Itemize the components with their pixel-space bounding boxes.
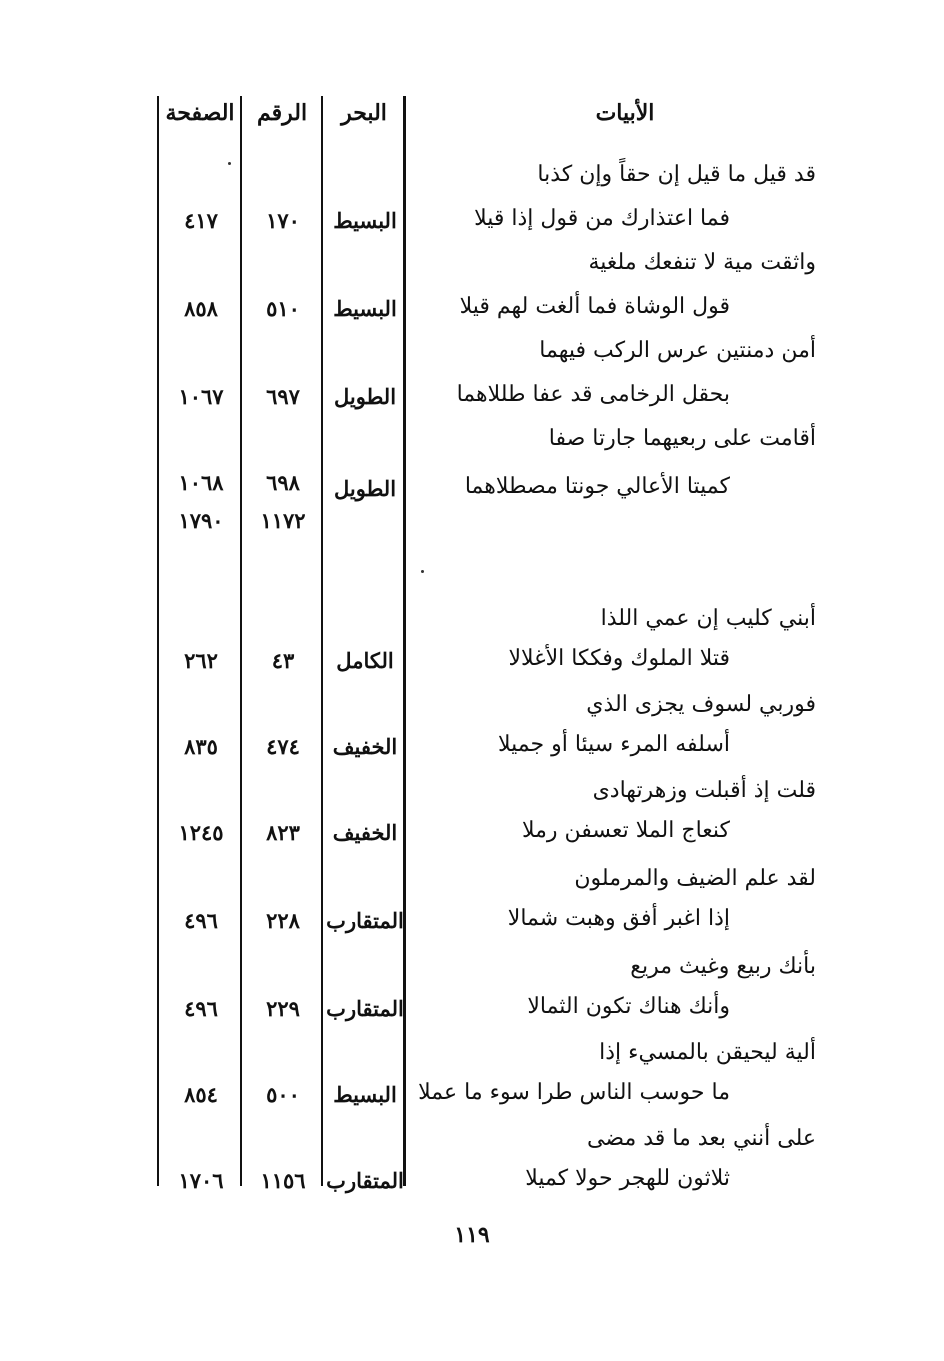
meter-cell: الطويل xyxy=(333,384,397,409)
meter-cell: المتقارب xyxy=(326,996,404,1021)
page-cell-extra: ١٧٩٠ xyxy=(178,508,224,533)
verse-second-hemistich: كميتا الأعالي جونتا مصطلاهما xyxy=(464,474,730,499)
number-cell: ٤٣ xyxy=(271,648,295,673)
verse-first-hemistich: على أنني بعد ما قد مضى xyxy=(587,1126,816,1151)
number-cell: ١١٥٦ xyxy=(260,1168,306,1193)
column-divider-verses xyxy=(403,96,406,1186)
number-cell: ١٧٠ xyxy=(266,208,300,233)
page-cell: ١٠٦٨ xyxy=(178,470,224,495)
page-cell: ٤١٧ xyxy=(184,208,218,233)
verse-second-hemistich: ثلاثون للهجر حولا كميلا xyxy=(525,1166,730,1191)
verse-second-hemistich: قول الوشاة فما ألغت لهم قيلا xyxy=(459,294,730,319)
meter-cell: الكامل xyxy=(336,648,394,673)
verse-first-hemistich: لقد علم الضيف والمرملون xyxy=(574,866,816,891)
number-cell: ٦٩٨ xyxy=(266,470,300,495)
verse-first-hemistich: فوربي لسوف يجزى الذي xyxy=(586,692,816,717)
meter-cell: المتقارب xyxy=(326,908,404,933)
number-cell-extra: ١١٧٢ xyxy=(260,508,306,533)
verse-first-hemistich: قلت إذ أقبلت وزهرتهادى xyxy=(592,778,816,803)
verse-second-hemistich: بحقل الرخامى قد عفا طللاهما xyxy=(456,382,730,407)
number-cell: ٢٢٨ xyxy=(266,908,300,933)
page-cell: ٨٥٤ xyxy=(184,1082,218,1107)
meter-cell: الخفيف xyxy=(332,734,398,759)
header-number: الرقم xyxy=(256,100,308,126)
scan-speck xyxy=(421,570,424,573)
header-meter: البحر xyxy=(341,100,387,126)
column-divider-meter xyxy=(321,96,323,1186)
page-cell: ١٢٤٥ xyxy=(178,820,224,845)
verse-first-hemistich: أقامت على ربعيهما جارتا صفا xyxy=(548,426,816,451)
verse-second-hemistich: وأنك هناك تكون الثمالا xyxy=(527,994,730,1019)
meter-cell: البسيط xyxy=(333,1082,397,1107)
verse-second-hemistich: قتلا الملوك وفككا الأغلالا xyxy=(508,646,730,671)
verse-first-hemistich: أبني كليب إن عمي اللذا xyxy=(600,606,816,631)
number-cell: ٢٢٩ xyxy=(266,996,300,1021)
meter-cell: المتقارب xyxy=(326,1168,404,1193)
verse-second-hemistich: أسلفه المرء سيئا أو جميلا xyxy=(498,732,730,757)
page-cell: ١٠٦٧ xyxy=(178,384,224,409)
meter-cell: الخفيف xyxy=(332,820,398,845)
number-cell: ٦٩٧ xyxy=(266,384,300,409)
page-cell: ٤٩٦ xyxy=(184,908,218,933)
page-cell: ٢٦٢ xyxy=(184,648,218,673)
verse-first-hemistich: ألية ليحيقن بالمسيء إذا xyxy=(599,1040,816,1065)
number-cell: ٨٢٣ xyxy=(266,820,300,845)
page-cell: ١٧٠٦ xyxy=(178,1168,224,1193)
header-page: الصفحة xyxy=(165,100,235,126)
meter-cell: البسيط xyxy=(333,208,397,233)
number-cell: ٥١٠ xyxy=(266,296,300,321)
verse-first-hemistich: قد قيل ما قيل إن حقاً وإن كذبا xyxy=(537,162,816,187)
column-divider-page xyxy=(157,96,159,1186)
meter-cell: الطويل xyxy=(333,476,397,501)
verse-second-hemistich: ما حوسب الناس طرا سوء ما عملا xyxy=(418,1080,730,1105)
page-cell: ٨٥٨ xyxy=(184,296,218,321)
verse-first-hemistich: بأنك ربيع وغيث مريع xyxy=(630,954,816,979)
header-verses: الأبيات xyxy=(595,100,655,126)
verse-second-hemistich: كنعاج الملا تعسفن رملا xyxy=(521,818,730,843)
verse-first-hemistich: واثقت مية لا تنفعك ملغية xyxy=(588,250,816,275)
meter-cell: البسيط xyxy=(333,296,397,321)
column-divider-number xyxy=(240,96,242,1186)
page-number: ١١٩ xyxy=(454,1222,490,1248)
scan-speck xyxy=(228,162,231,165)
number-cell: ٤٧٤ xyxy=(266,734,300,759)
page-cell: ٨٣٥ xyxy=(184,734,218,759)
verse-second-hemistich: فما اعتذارك من قول إذا قيلا xyxy=(474,206,730,231)
verse-second-hemistich: إذا اغبر أفق وهبت شمالا xyxy=(507,906,730,931)
verse-first-hemistich: أمن دمنتين عرس الركب فيهما xyxy=(539,338,816,363)
page-cell: ٤٩٦ xyxy=(184,996,218,1021)
number-cell: ٥٠٠ xyxy=(266,1082,300,1107)
